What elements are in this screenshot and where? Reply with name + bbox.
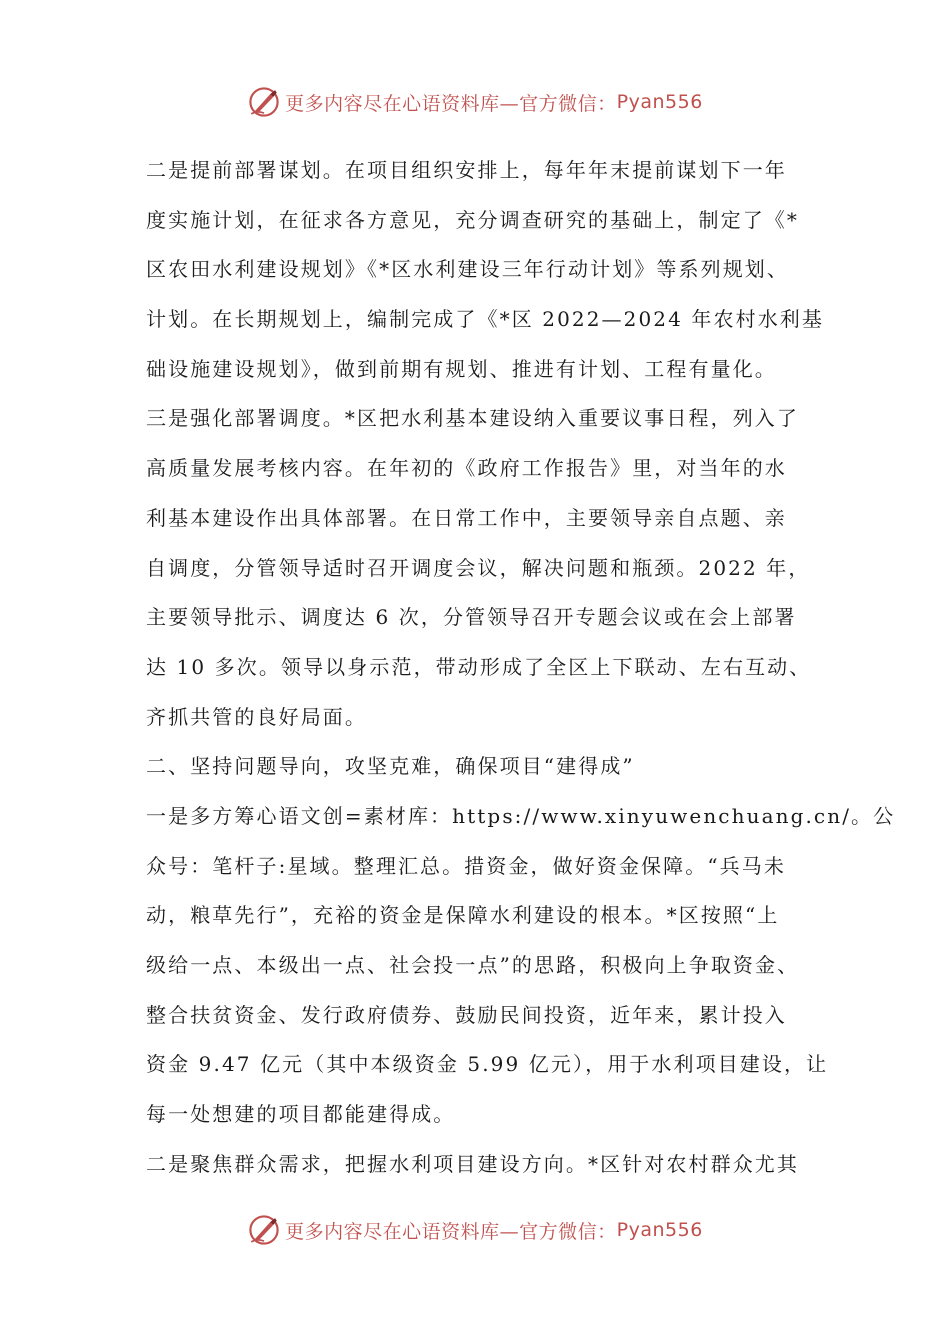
text-line: 二是聚焦群众需求，把握水利项目建设方向。*区针对农村群众尤其 xyxy=(146,1151,799,1176)
pen-logo-icon xyxy=(247,85,281,119)
text-line: 齐抓共管的良好局面。 xyxy=(146,704,367,729)
text-line: 三是强化部署调度。*区把水利基本建设纳入重要议事日程，列入了 xyxy=(146,406,799,431)
pen-logo-icon xyxy=(247,1213,281,1247)
watermark-wechat-id: Pyan556 xyxy=(616,1219,703,1241)
text-line: 础设施建设规划》，做到前期有规划、推进有计划、工程有量化。 xyxy=(146,356,777,381)
text-line: 二是提前部署谋划。在项目组织安排上，每年年末提前谋划下一年 xyxy=(146,158,787,182)
text-line: 区农田水利建设规划》《*区水利建设三年行动计划》等系列规划、 xyxy=(146,257,789,282)
text-line: 动，粮草先行”，充裕的资金是保障水利建设的根本。*区按照“上 xyxy=(146,903,780,928)
text-line: 主要领导批示、调度达 6 次，分管领导召开专题会议或在会上部署 xyxy=(146,605,797,630)
text-line: 高质量发展考核内容。在年初的《政府工作报告》里，对当年的水 xyxy=(146,456,787,481)
text-line: 级给一点、本级出一点、社会投一点”的思路，积极向上争取资金、 xyxy=(146,953,800,977)
text-line: 利基本建设作出具体部署。在日常工作中，主要领导亲自点题、亲 xyxy=(146,505,787,530)
text-line: 一是多方筹心语文创=素材库：https://www.xinyuwenchuang.cn/。公 xyxy=(146,803,896,828)
footer-watermark xyxy=(0,1210,950,1250)
header-watermark xyxy=(0,82,950,122)
text-line: 计划。在长期规划上，编制完成了《*区 2022—2024 年农村水利基 xyxy=(146,307,825,332)
watermark-wechat-id: Pyan556 xyxy=(616,91,703,113)
text-line: 整合扶贫资金、发行政府债券、鼓励民间投资，近年来，累计投入 xyxy=(146,1002,787,1027)
text-line: 资金 9.47 亿元（其中本级资金 5.99 亿元），用于水利项目建设，让 xyxy=(146,1052,829,1077)
section-heading: 二、坚持问题导向，攻坚克难，确保项目“建得成” xyxy=(146,754,635,779)
text-line: 自调度，分管领导适时召开调度会议，解决问题和瓶颈。2022 年， xyxy=(146,555,811,580)
text-line: 达 10 多次。领导以身示范，带动形成了全区上下联动、左右互动、 xyxy=(146,654,812,679)
text-line: 每一处想建的项目都能建得成。 xyxy=(146,1102,456,1127)
watermark-text: 更多内容尽在心语资料库—官方微信： xyxy=(285,92,617,115)
watermark-text: 更多内容尽在心语资料库—官方微信： xyxy=(285,1220,617,1243)
document-body xyxy=(146,146,896,1189)
text-line: 度实施计划，在征求各方意见，充分调查研究的基础上，制定了《* xyxy=(146,207,799,232)
text-line: 众号：笔杆子:星域。整理汇总。措资金，做好资金保障。“兵马未 xyxy=(146,853,786,878)
